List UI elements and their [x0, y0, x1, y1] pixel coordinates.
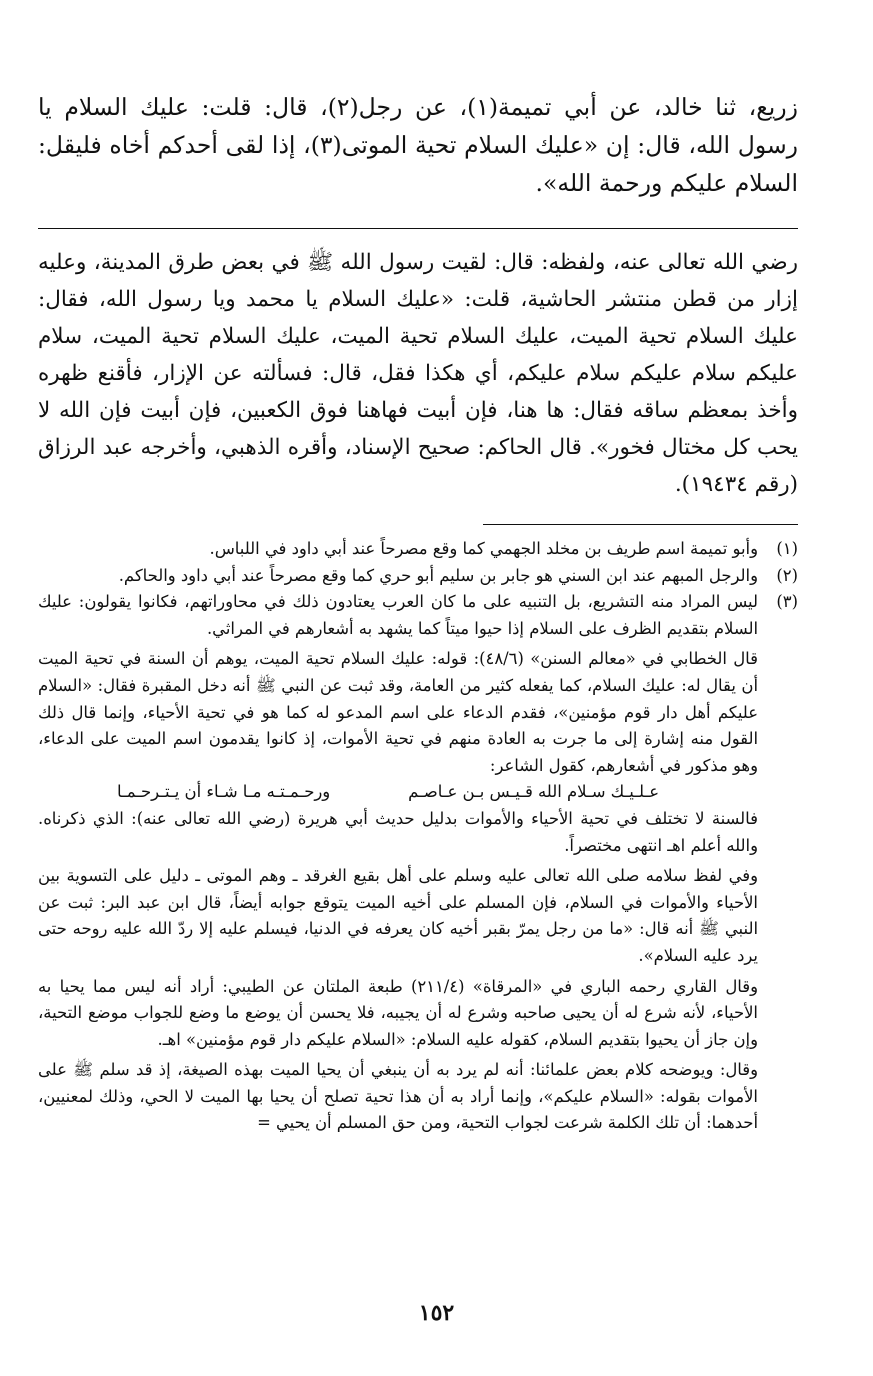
main-text: زريع، ثنا خالد، عن أبي تميمة(١)، عن رجل(٢)، قال: قلت: عليك السلام يا رسول الله، قال: إن «عليك السلام تحية الموتى(٣)، إذا لقى أحدكم أخاه فليقل: السلام عليكم ورحمة الله». — [38, 93, 799, 197]
footnote-divider — [483, 524, 798, 525]
footnote-text: وأبو تميمة اسم طريف بن مخلد الجهمي كما وقع مصرحاً عند أبي داود في اللباس. — [209, 539, 758, 558]
footnote-number: (٣) — [776, 592, 798, 612]
footnote-text: قال الخطابي في «معالم السنن» (٤٨/٦): قوله: عليك السلام تحية الميت، يوهم أن السنة في تحية الميت أن يقال له: عليك السلام، كما يفعله كثير من العامة، وقد ثبت عن النبي ﷺ أنه دخل المقبرة فقال: «السلام عليكم أهل دار قوم مؤمنين»، فقدم الدعاء على اسم المدعو له كما هو في تحية الأحياء، وإنما قال ذلك القول منه إشارة إلى ما جرت به العادة منهم في تحية الأموات، إذ كانوا يقدمون اسم الميت على الدعاء، وهو مذكور في أشعارهم، كقول الشاعر: — [38, 649, 759, 775]
footnote-text: وفي لفظ سلامه صلى الله تعالى عليه وسلم على أهل بقيع الغرقد ـ وهم الموتى ـ دليل على التسوية بين الأحياء والأموات في السلام، فإن المسلم على أخيه الميت يتوقع جوابه أيضاً، قال ابن عبد البر: ثبت عن النبي ﷺ أنه قال: «ما من رجل يمرّ بقبر أخيه كان يعرفه في الدنيا، فيسلم عليه إلا ردّ الله عليه روحه حتى يرد عليه السلام». — [38, 866, 758, 965]
verse-hemistich-second: ورحـمـتـه مـا شـاء أن يـتـرحـمـا — [116, 782, 331, 802]
footnote-number: (٢) — [776, 565, 798, 585]
footnote-1 — [38, 536, 798, 563]
footnote-text: ليس المراد منه التشريع، بل التنبيه على ما كان العرب يعتادون ذلك في محاوراتهم، فكانوا يقولون: عليك السلام بتقديم الظرف على السلام إذا حيوا ميتاً كما يشهد به أشعارهم في المراثي. — [38, 592, 758, 638]
verse-hemistich-first: عـلـيـك سـلام الله قـيـس بـن عـاصـم — [408, 782, 660, 802]
section-divider — [38, 228, 798, 229]
footnote-2 — [38, 563, 798, 590]
footnote-number: (١) — [776, 539, 798, 558]
footnote-3 — [38, 589, 798, 1137]
page-number: ١٥٢ — [418, 1300, 455, 1326]
footnote-text: وقال: ويوضحه كلام بعض علمائنا: أنه لم يرد به أن ينبغي أن يحيا الميت بهذه الصيغة، إذ قد سلم ﷺ على الأموات بقوله: «السلام عليكم»، وإنما أراد به أن هذا تحية تصلح أن يحيا بها الميت لا الحي، وذلك لمعنيين، أحدهما: أن تلك الكلمة شرعت لجواب التحية، ومن حق المسلم أن يحيي = — [38, 1060, 758, 1133]
hadith-continuation-text: رضي الله تعالى عنه، ولفظه: قال: لقيت رسول الله ﷺ في بعض طرق المدينة، وعليه إزار من قطن منتشر الحاشية، قلت: «عليك السلام يا محمد ويا رسول الله، فقال: عليك السلام تحية الميت، عليك السلام تحية الميت، عليك السلام تحية الميت، سلام عليكم سلام عليكم سلام عليكم، أي هكذا فقل، قال: فسألته عن الإزار، فأقنع ظهره وأخذ بمعظم ساقه فقال: ها هنا، فإن أبيت فهاهنا فوق الكعبين، فإن أبيت فإن الله لا يحب كل مختال فخور». قال الحاكم: صحيح الإسناد، وأقره الذهبي، وأخرجه عبد الرزاق (رقم ١٩٤٣٤). — [38, 250, 798, 497]
footnote-text: وقال القاري رحمه الباري في «المرقاة» (٢١١/٤) طبعة الملتان عن الطيبي: أراد أنه ليس مما يحيا به الأحياء، لأنه شرع له أن يحيى صاحبه وشرع له أن يجيبه، فلا يحسن أن يوضع ما وضع للجواب موضع التحية، وإن جاز أن يحيوا بتقديم السلام، كقوله عليه السلام: «السلام عليكم دار قوم مؤمنين» اهـ. — [38, 976, 759, 1049]
footnotes — [38, 536, 798, 1137]
poetry-verse — [38, 779, 758, 806]
footnote-text: فالسنة لا تختلف في تحية الأحياء والأموات بدليل حديث أبي هريرة (رضي الله تعالى عنه): الذي ذكرناه. والله أعلم اهـ انتهى مختصراً. — [38, 808, 758, 855]
footnote-text: والرجل المبهم عند ابن السني هو جابر بن سليم أبو حري كما وقع مصرحاً عند أبي داود والحاكم. — [118, 565, 758, 585]
